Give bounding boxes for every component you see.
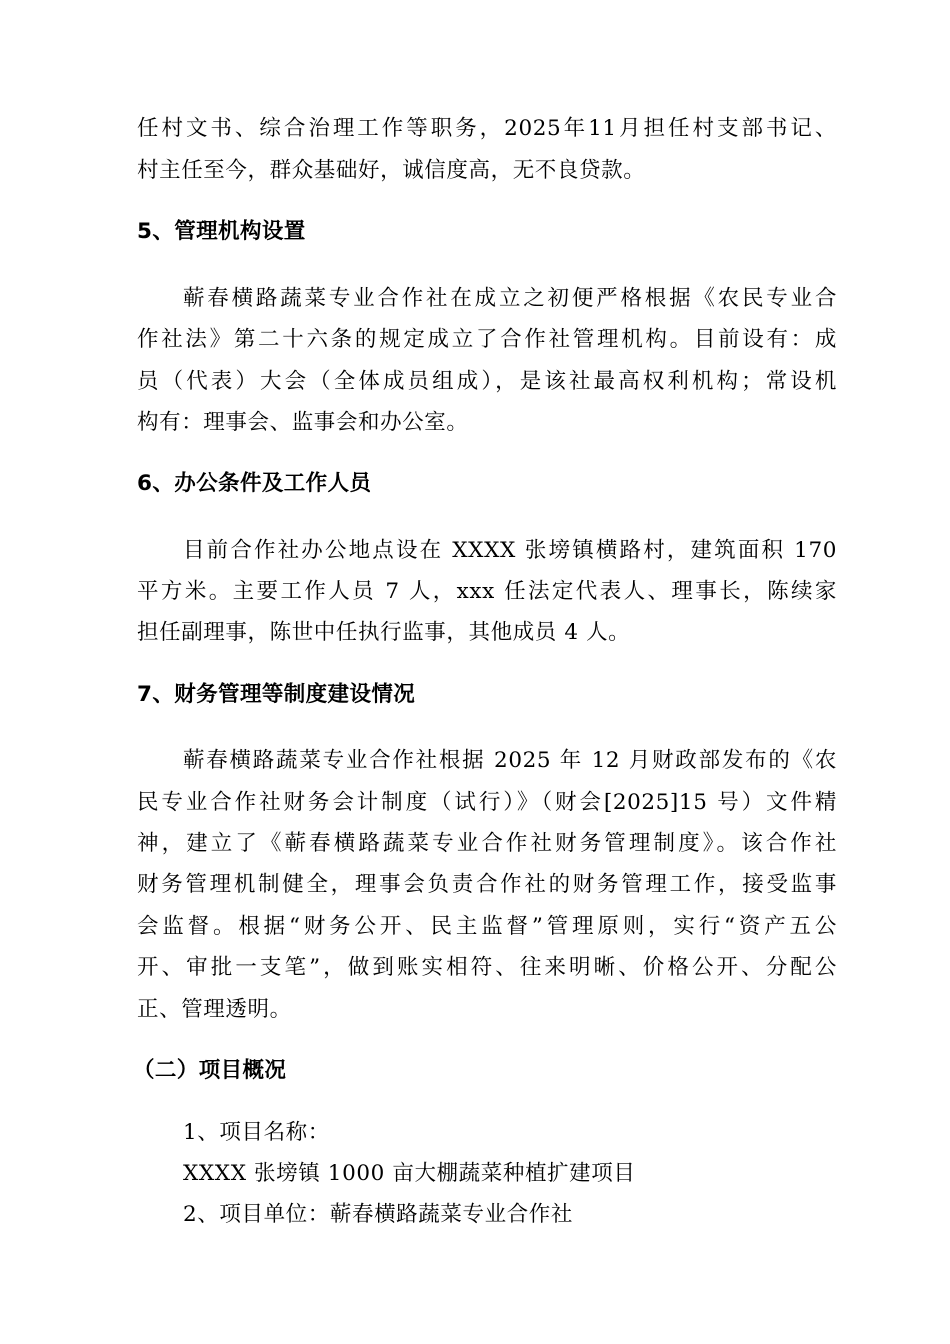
paragraph-line: 目前合作社办公地点设在 XXXX 张塝镇横路村，建筑面积 170 xyxy=(183,538,837,563)
section-heading-6: 6、办公条件及工作人员 xyxy=(137,471,372,496)
paragraph-line: 村主任至今，群众基础好，诚信度高，无不良贷款。 xyxy=(137,158,646,183)
paragraph-line: 财务管理机制健全，理事会负责合作社的财务管理工作，接受监事 xyxy=(137,872,837,897)
item-text: 2、项目单位：蕲春横路蔬菜专业合作社 xyxy=(183,1202,573,1227)
paragraph-line: 担任副理事，陈世中任执行监事，其他成员 4 人。 xyxy=(137,620,631,645)
paragraph-line: 民专业合作社财务会计制度（试行）》（财会[2025]15 号）文件精 xyxy=(137,790,837,815)
paragraph-line: 蕲春横路蔬菜专业合作社在成立之初便严格根据《农民专业合 xyxy=(183,286,837,311)
paragraph-line: 作社法》第二十六条的规定成立了合作社管理机构。目前设有：成 xyxy=(137,327,837,352)
paragraph-line: 正、管理透明。 xyxy=(137,997,292,1022)
paragraph-line: 构有：理事会、监事会和办公室。 xyxy=(137,410,469,435)
paragraph-line: 神，建立了《蕲春横路蔬菜专业合作社财务管理制度》。该合作社 xyxy=(137,831,837,856)
paragraph-line: 平方米。主要工作人员 7 人，xxx 任法定代表人、理事长，陈续家 xyxy=(137,579,837,604)
paragraph-line: 蕲春横路蔬菜专业合作社根据 2025 年 12 月财政部发布的《农 xyxy=(183,748,837,773)
section-heading-7: 7、财务管理等制度建设情况 xyxy=(137,682,416,707)
paragraph-line: 任村文书、综合治理工作等职务，2025年11月担任村支部书记、 xyxy=(137,116,837,141)
section-heading-5: 5、管理机构设置 xyxy=(137,219,306,244)
item-label: 1、项目名称： xyxy=(183,1120,330,1145)
item-value: XXXX 张塝镇 1000 亩大棚蔬菜种植扩建项目 xyxy=(183,1161,636,1186)
paragraph-line: 开、审批一支笔”，做到账实相符、往来明晰、价格公开、分配公 xyxy=(137,955,837,980)
paragraph-line: 员（代表）大会（全体成员组成），是该社最高权利机构；常设机 xyxy=(137,369,837,394)
paragraph-line: 会监督。根据“财务公开、民主监督”管理原则，实行“资产五公 xyxy=(137,914,837,939)
part-heading: （二）项目概况 xyxy=(133,1058,287,1083)
